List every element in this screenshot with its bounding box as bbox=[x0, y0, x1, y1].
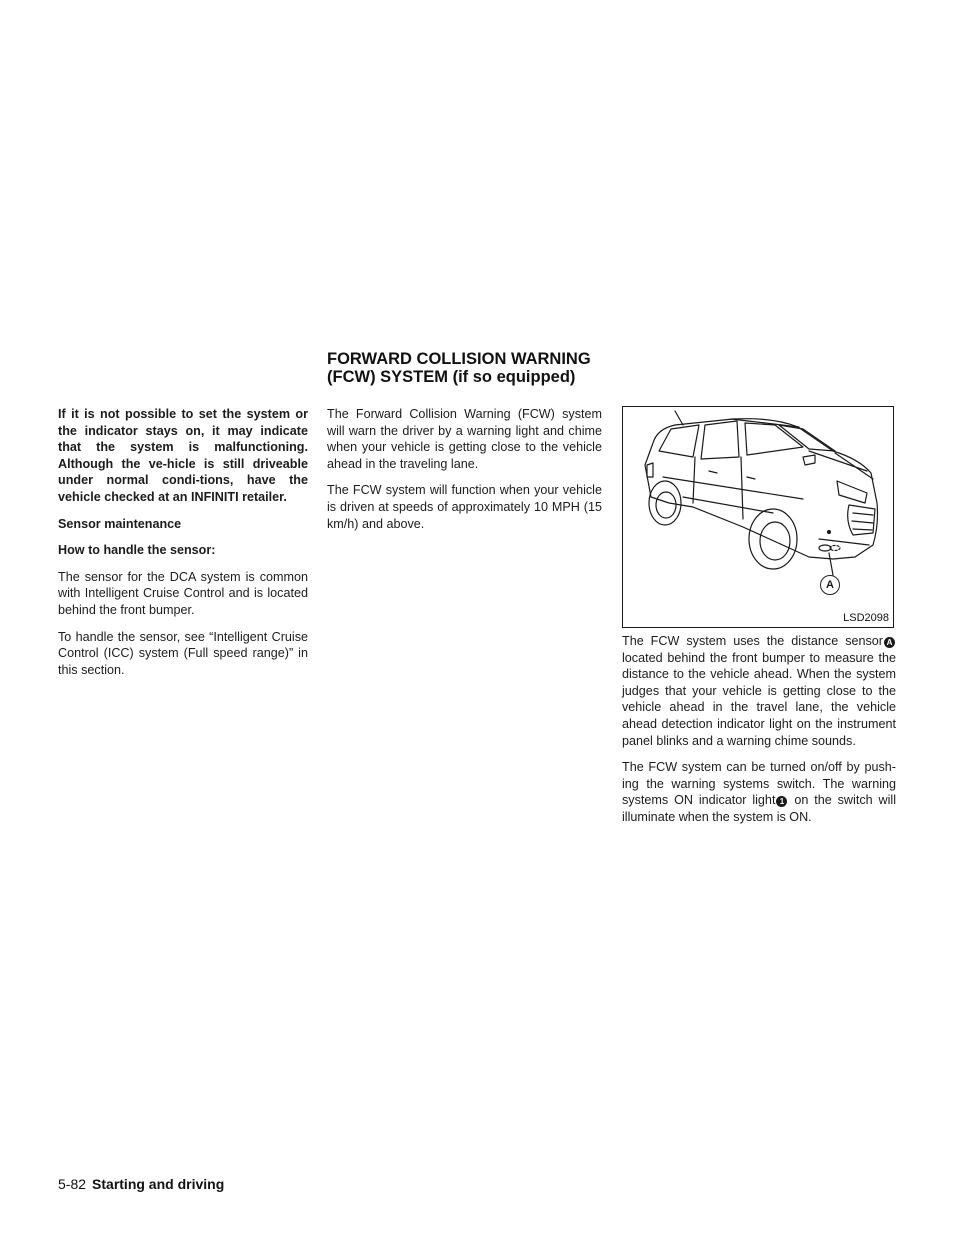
distance-sensor-text-end: located behind the front bumper to measure the distance to the vehicle ahead. When the system judges that your vehicle is getting close to the vehicle ahead in the travel lane, the vehicle ahead detection indicator light on the instrument panel blinks and a warning chime sounds. bbox=[622, 650, 896, 748]
subheading-handle-sensor: How to handle the sensor: bbox=[58, 543, 216, 558]
sensor-a-badge: A bbox=[884, 637, 895, 648]
fcw-switch-paragraph bbox=[622, 759, 896, 825]
fcw-switch-text-start: The FCW system can be turned on/off by push-ing the warning systems switch. The warning systems ON indicator light bbox=[622, 760, 896, 808]
malfunction-warning: If it is not possible to set the system or the indicator stays on, it may indicate that the system is malfunctioning. Although the ve-hicle is still driveable under normal condi-tions, have the vehicle checked at an INFINITI retailer. bbox=[58, 407, 308, 504]
column-right bbox=[622, 633, 896, 836]
indicator-1-badge: 1 bbox=[776, 796, 787, 807]
suv-illustration bbox=[623, 407, 893, 627]
column-left bbox=[58, 406, 308, 688]
fcw-intro-paragraph: The Forward Collision Warning (FCW) system will warn the driver by a warning light and chime when your vehicle is getting close to the vehicle ahead in the traveling lane. bbox=[327, 407, 602, 471]
page-footer bbox=[58, 1176, 224, 1192]
callout-a: A bbox=[820, 575, 840, 595]
figure-code: LSD2098 bbox=[843, 612, 889, 624]
section-heading bbox=[327, 350, 627, 386]
heading-line-1: FORWARD COLLISION WARNING bbox=[327, 350, 591, 368]
page-number: 5-82 bbox=[58, 1176, 87, 1192]
vehicle-sensor-figure bbox=[622, 406, 894, 628]
distance-sensor-text-start: The FCW system uses the distance sensor bbox=[622, 634, 883, 648]
heading-line-2: (FCW) SYSTEM (if so equipped) bbox=[327, 368, 576, 386]
sensor-location-paragraph: The sensor for the DCA system is common with Intelligent Cruise Control and is located behind the front bumper. bbox=[58, 569, 308, 617]
column-middle bbox=[327, 406, 602, 542]
distance-sensor-paragraph bbox=[622, 633, 896, 749]
fcw-switch-text-end: on the switch will illuminate when the system is ON. bbox=[622, 793, 896, 824]
sensor-reference-paragraph: To handle the sensor, see “Intelligent Cruise Control (ICC) system (Full speed range)” in this section. bbox=[58, 629, 308, 677]
footer-section-title: Starting and driving bbox=[92, 1176, 225, 1192]
subheading-sensor-maintenance: Sensor maintenance bbox=[58, 516, 182, 531]
fcw-speed-paragraph: The FCW system will function when your vehicle is driven at speeds of approximately 10 MPH (15 km/h) and above. bbox=[327, 483, 602, 531]
